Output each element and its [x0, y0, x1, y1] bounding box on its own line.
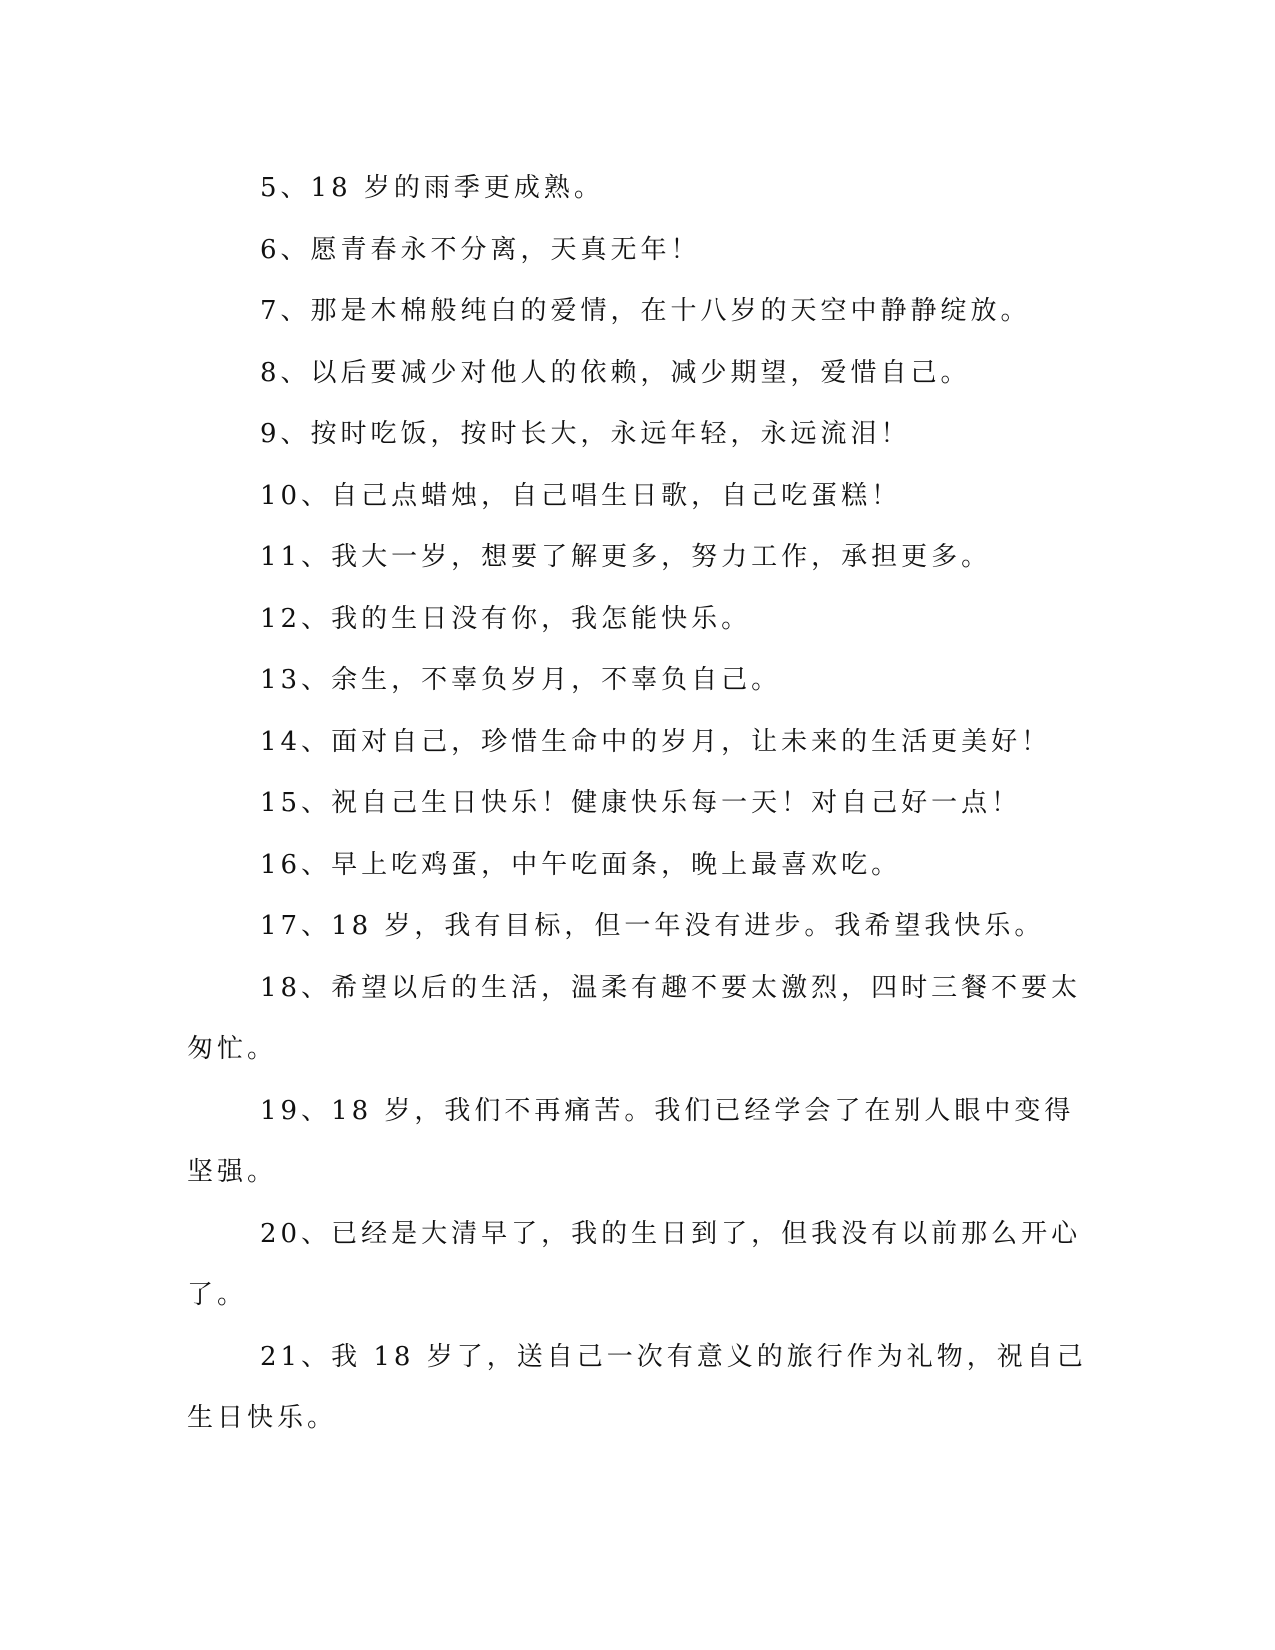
- paragraph-21: 21、我 18 岁了，送自己一次有意义的旅行作为礼物，祝自己生日快乐。: [187, 1341, 1087, 1433]
- paragraph-11: 11、我大一岁，想要了解更多，努力工作，承担更多。: [260, 542, 992, 572]
- paragraph-14: 14、面对自己，珍惜生命中的岁月，让未来的生活更美好！: [260, 726, 1052, 757]
- paragraph-9: 9、按时吃饭，按时长大，永远年轻，永远流泪！: [260, 419, 911, 449]
- paragraph-16: 16、早上吃鸡蛋，中午吃面条，晚上最喜欢吃。: [260, 849, 902, 880]
- paragraph-18: 18、希望以后的生活，温柔有趣不要太激烈，四时三餐不要太匆忙。: [187, 972, 1082, 1064]
- paragraph-6: 6、愿青春永不分离，天真无年！: [260, 234, 701, 265]
- paragraph-12: 12、我的生日没有你，我怎能快乐。: [260, 603, 752, 634]
- paragraph-15: 15、祝自己生日快乐！健康快乐每一天！对自己好一点！: [260, 788, 1022, 818]
- paragraph-20: 20、已经是大清早了，我的生日到了，但我没有以前那么开心了。: [187, 1218, 1082, 1310]
- paragraph-7: 7、那是木棉般纯白的爱情，在十八岁的天空中静静绽放。: [260, 296, 1031, 326]
- paragraph-8: 8、以后要减少对他人的依赖，减少期望，爱惜自己。: [260, 357, 971, 388]
- paragraph-19: 19、18 岁，我们不再痛苦。我们已经学会了在别人眼中变得坚强。: [187, 1095, 1075, 1187]
- paragraph-17: 17、18 岁，我有目标，但一年没有进步。我希望我快乐。: [260, 911, 1045, 941]
- paragraph-13: 13、余生，不辜负岁月，不辜负自己。: [260, 665, 782, 695]
- paragraph-10: 10、自己点蜡烛，自己唱生日歌，自己吃蛋糕！: [260, 480, 902, 511]
- paragraph-5: 5、18 岁的雨季更成熟。: [260, 173, 604, 203]
- document-body: [187, 158, 1087, 1450]
